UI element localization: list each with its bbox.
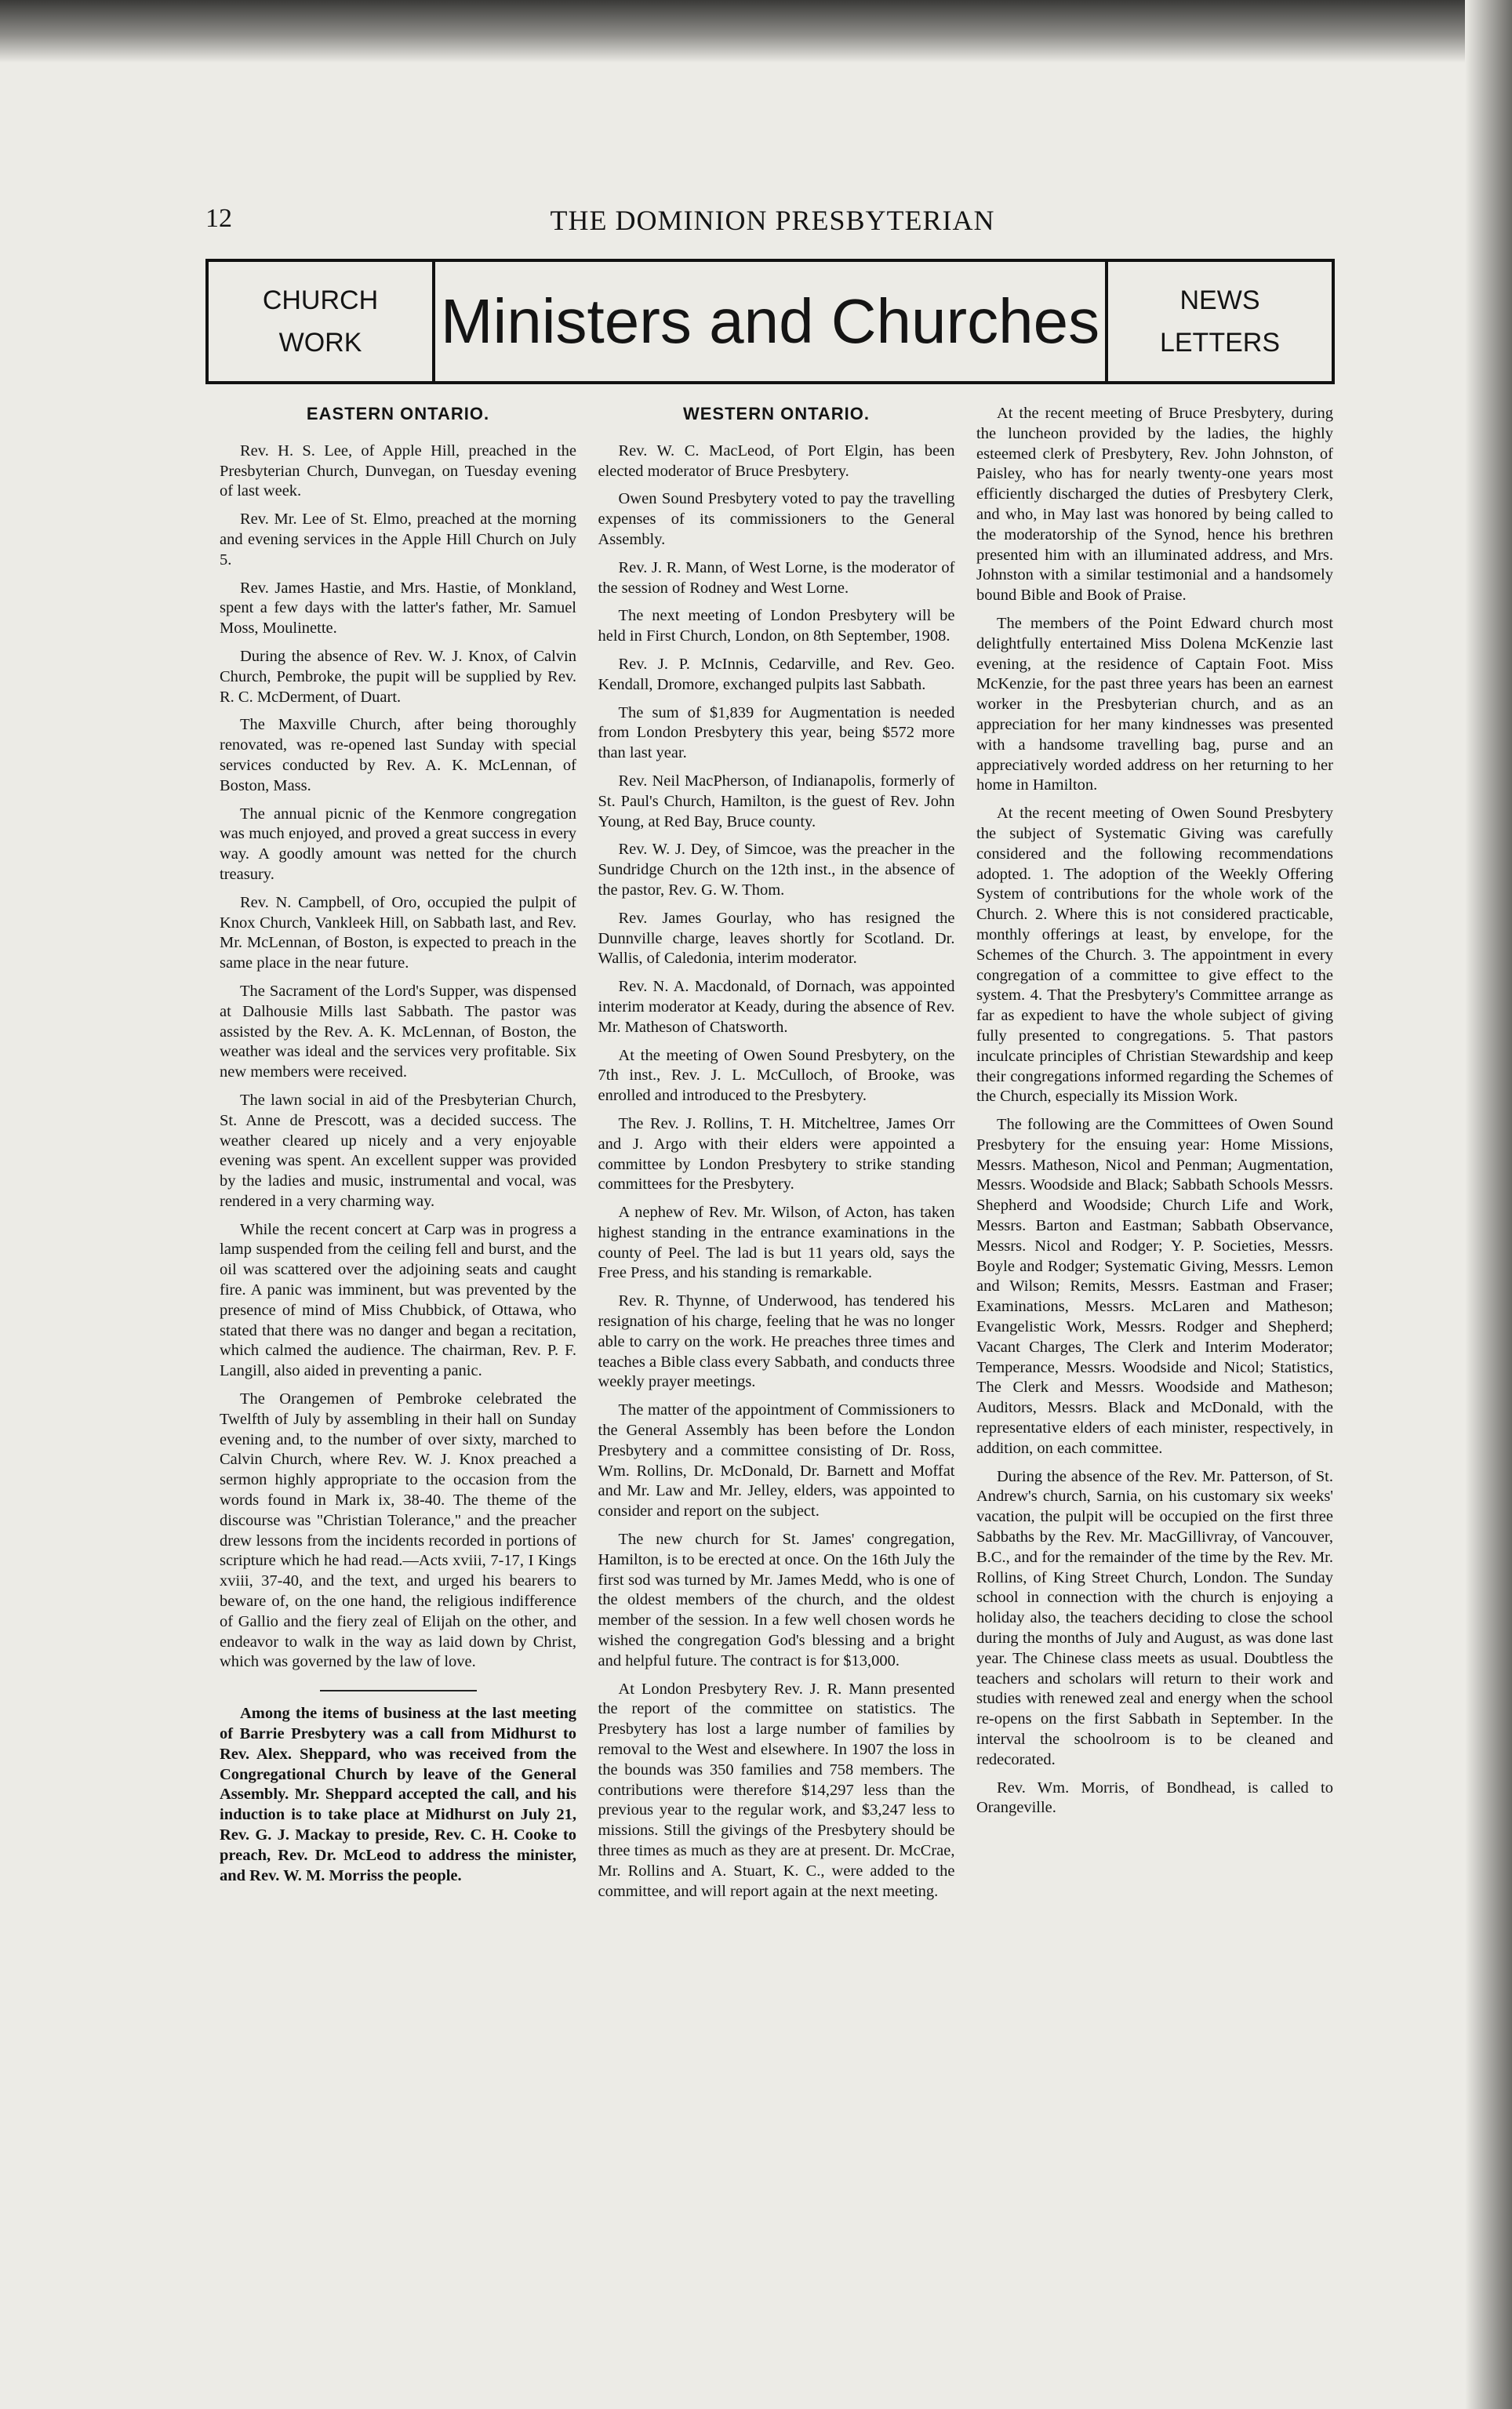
paper-title: THE DOMINION PRESBYTERIAN (550, 205, 995, 236)
running-head (196, 204, 1349, 243)
column-body (976, 404, 1333, 1819)
article-paragraph: Rev. N. Campbell, of Oro, occupied the pulpit of Knox Church, Vankleek Hill, on Sabbath last, and Rev. Mr. McLennan, of Boston, is expected to preach in the same place in the near future. (220, 893, 576, 972)
column-body (598, 441, 955, 1902)
closing-article: Among the items of business at the last meeting of Barrie Presbytery was a call from Midhurst to Rev. Alex. Sheppard, who was received from the Congregational Church by leave of the General Assembly. Mr. Sheppard accepted the call, and his induction is to take place at Midhurst on July 21, Rev. G. J. Mackay to preside, Rev. C. H. Cooke to preach, Rev. Dr. McLeod to address the minister, and Rev. W. M. Morriss the people. (220, 1705, 576, 1884)
article-paragraph: Rev. James Gourlay, who has resigned the Dunnville charge, leaves shortly for Scotland. Dr. Wallis, of Caledonia, interim moderator. (598, 909, 955, 968)
banner-left-line1: CHURCH (262, 285, 379, 315)
article-paragraph: The new church for St. James' congregation, Hamilton, is to be erected at once. On the 16th July the first sod was turned by Mr. James Medd, who is one of the oldest members of the church, and the oldest member of the session. In a few well chosen words he wished the congregation God's blessing and a bright and helpful future. The contract is for $13,000. (598, 1531, 955, 1670)
banner-left-box (209, 262, 435, 381)
scan-right-edge (1465, 0, 1512, 2409)
article-paragraph: The Rev. J. Rollins, T. H. Mitcheltree, James Orr and J. Argo with their elders were appointed a committee by London Presbytery to strike standing committees for the Presbytery. (598, 1114, 955, 1194)
column-western-ontario (598, 404, 955, 2364)
article-paragraph: A nephew of Rev. Mr. Wilson, of Acton, has taken highest standing in the entrance examinations in the county of Peel. The lad is but 11 years old, says the Free Press, and his standing is remarkable. (598, 1204, 955, 1282)
column-heading: EASTERN ONTARIO. (306, 404, 490, 423)
banner-right-line2: LETTERS (1159, 328, 1281, 358)
article-paragraph: The annual picnic of the Kenmore congregation was much enjoyed, and proved a great success in every way. A goodly amount was netted for the church treasury. (220, 805, 576, 883)
column-eastern-ontario (220, 404, 576, 2364)
page-number: 12 (205, 204, 232, 233)
article-paragraph: The Sacrament of the Lord's Supper, was dispensed at Dalhousie Mills last Sabbath. The pastor was assisted by the Rev. A. K. McLennan, of Boston, the weather was ideal and the services very profitable. Six new members were received. (220, 982, 576, 1081)
article-paragraph: The members of the Point Edward church most delightfully entertained Miss Dolena McKenzie last evening, at the residence of Captain Foot. Miss McKenzie, for the past three years has been an earnest worker in the Presbyterian church, and as an appreciation for her many kindnesses was presented with a handsome travelling bag, purse and an appreciatively worded address on her returning to her home in Hamilton. (976, 614, 1333, 794)
article-paragraph: The matter of the appointment of Commissioners to the General Assembly has been before the London Presbytery and a committee consisting of Dr. Ross, Wm. Rollins, Dr. McDonald, Dr. Barnett and Moffat and Mr. Law and Mr. Jelley, elders, was appointed to consider and report on the subject. (598, 1401, 955, 1521)
article-paragraph: The Orangemen of Pembroke celebrated the Twelfth of July by assembling in their hall on Sunday evening and, to the number of over sixty, marched to Calvin Church, where Rev. W. J. Knox preached a sermon highly appropriate to the occasion from the words found in Mark ix, 38-40. The theme of the discourse was "Christian Tolerance," and the preacher drew lessons from the incidents recorded in portions of scripture which he had read.—Acts xviii, 7-17, I Kings xviii, 37-40, and the text, and urged his bearers to beware of, on the one hand, the religious indifference of Gallio and the fiery zeal of Elijah on the other, and endeavor to walk in the way as laid down by Christ, which was governed by the law of love. (220, 1390, 576, 1671)
article-paragraph: At London Presbytery Rev. J. R. Mann presented the report of the committee on statistics. The Presbytery has lost a large number of families by removal to the West and elsewhere. In 1907 the loss in the bounds was 350 families and 758 members. The contributions were therefore $14,297 less than the previous year to the regular work, and $3,247 less to missions. Still the givings of the Presbytery should be three times as much as they are at present. Dr. McCrae, Mr. Rollins and A. Stuart, K. C., were added to the committee, and will report again at the next meeting. (598, 1680, 955, 1900)
article-paragraph: Rev. James Hastie, and Mrs. Hastie, of Monkland, spent a few days with the latter's father, Mr. Samuel Moss, Moulinette. (220, 579, 576, 638)
column-news-letters (976, 404, 1333, 2364)
banner-right-line1: NEWS (1179, 285, 1260, 315)
column-body (220, 441, 576, 1673)
article-paragraph: At the recent meeting of Owen Sound Presbytery the subject of Systematic Giving was carefully considered and the following recommendations adopted. 1. The adoption of the Weekly Offering System of contributions for the whole work of the Church. 2. Where this is not considered practicable, monthly offerings at least, by envelope, for the Schemes of the Church. 3. The appointment in every congregation of a committee to give effect to the system. 4. That the Presbytery's Committee arrange as far as expedient to have the whole subject of giving fully presented to congregations. 5. That pastors inculcate principles of Christian Stewardship and keep their congregations informed regarding the Schemes of the Church, especially its Mission Work. (976, 805, 1333, 1106)
article-paragraph: Rev. Mr. Lee of St. Elmo, preached at the morning and evening services in the Apple Hill Church on July 5. (220, 511, 576, 569)
article-paragraph: Rev. W. J. Dey, of Simcoe, was the preacher in the Sundridge Church on the 12th inst., in the absence of the pastor, Rev. G. W. Thom. (598, 841, 955, 899)
banner-left-line2: WORK (278, 328, 362, 358)
article-paragraph: The Maxville Church, after being thoroughly renovated, was re-opened last Sunday with special services conducted by Rev. A. K. McLennan, of Boston, Mass. (220, 716, 576, 794)
section-banner (205, 259, 1335, 384)
article-paragraph: Rev. J. P. McInnis, Cedarville, and Rev. Geo. Kendall, Dromore, exchanged pulpits last Sabbath. (598, 655, 955, 693)
article-columns (220, 404, 1333, 2364)
article-paragraph: At the recent meeting of Bruce Presbytery, during the luncheon provided by the ladies, the highly esteemed clerk of Presbytery, Rev. John Johnston, of Paisley, who has for nearly twenty-one years most efficiently discharged the duties of Presbytery Clerk, and who, in May last was honored by being called to the moderatorship of the Synod, hence his brethren presented him with an illuminated address, and Mrs. Johnston with a similar testimonial and a handsomely bound Bible and Book of Praise. (976, 405, 1333, 605)
article-paragraph: During the absence of Rev. W. J. Knox, of Calvin Church, Pembroke, the pupit will be supplied by Rev. R. C. McDerment, of Duart. (220, 647, 576, 706)
article-paragraph: Owen Sound Presbytery voted to pay the travelling expenses of its commissioners to the General Assembly. (598, 490, 955, 548)
article-paragraph: Rev. Neil MacPherson, of Indianapolis, formerly of St. Paul's Church, Hamilton, is the guest of Rev. John Young, at Red Bay, Bruce county. (598, 772, 955, 830)
article-paragraph: Rev. W. C. MacLeod, of Port Elgin, has been elected moderator of Bruce Presbytery. (598, 441, 955, 480)
article-paragraph: Rev. N. A. Macdonald, of Dornach, was appointed interim moderator at Keady, during the absence of Rev. Mr. Matheson of Chatsworth. (598, 978, 955, 1036)
banner-right-box (1105, 262, 1332, 381)
scan-dark-edge (0, 0, 1512, 63)
column-heading: WESTERN ONTARIO. (682, 404, 870, 423)
article-paragraph: The following are the Committees of Owen Sound Presbytery for the ensuing year: Home Missions, Messrs. Matheson, Nicol and Penman; Augmentation, Messrs. Woodside and Black; Sabbath Schools Messrs. Shepherd and Woodside; Church Life and Work, Messrs. Barton and Eastman; Sabbath Observance, Messrs. Nicol and Rodger; Y. P. Societies, Messrs. Boyle and Rodger; Systematic Giving, Messrs. Lemon and Wilson; Remits, Messrs. Eastman and Fraser; Examinations, Messrs. McLaren and Matheson; Evangelistic Work, Messrs. Rodger and Shepherd; Vacant Charges, The Clerk and Interim Moderator; Temperance, Messrs. Woodside and Nicol; Statistics, The Clerk and Messrs. Woodside and Matheson; Auditors, Messrs. Black and McDonald, with the representative elders of each minister, respectively, in addition, on each committee. (976, 1116, 1333, 1457)
article-paragraph: During the absence of the Rev. Mr. Patterson, of St. Andrew's church, Sarnia, on his customary six weeks' vacation, the pulpit will be occupied on the first three Sabbaths by the Rev. Mr. MacGillivray, of Vancouver, B.C., and for the remainder of the time by the Rev. Mr. Rollins, of King Street Church, London. The Sunday school in connection with the church is enjoying a holiday also, the teachers deciding to close the school during the months of July and August, as was done last year. The Chinese class meets as usual. Doubtless the teachers and scholars will return to their work and studies with renewed zeal and energy when the school re-opens on the first Sabbath in September. In the interval the schoolroom is to be cleaned and redecorated. (976, 1467, 1333, 1768)
article-paragraph: Rev. Wm. Morris, of Bondhead, is called to Orangeville. (976, 1779, 1333, 1817)
article-paragraph: The sum of $1,839 for Augmentation is needed from London Presbytery this year, being $572 more than last year. (598, 703, 955, 762)
article-paragraph: The lawn social in aid of the Presbyterian Church, St. Anne de Prescott, was a decided success. The weather cleared up nicely and a very enjoyable evening was spent. An excellent supper was provided by the ladies and music, instrumental and vocal, was rendered in a very charming way. (220, 1091, 576, 1210)
article-paragraph: Rev. J. R. Mann, of West Lorne, is the moderator of the session of Rodney and West Lorne. (598, 558, 955, 597)
newspaper-page (196, 188, 1349, 2368)
article-paragraph: While the recent concert at Carp was in progress a lamp suspended from the ceiling fell and burst, and the oil was scattered over the adjoining seats and caught fire. A panic was imminent, but was prevented by the presence of mind of Miss Chubbick, of Ottawa, who stated that there was no danger and began a recitation, which calmed the audience. The chairman, Rev. P. F. Langill, also aided in preventing a panic. (220, 1220, 576, 1380)
banner-title: Ministers and Churches (440, 286, 1100, 356)
article-paragraph: Rev. H. S. Lee, of Apple Hill, preached in the Presbyterian Church, Dunvegan, on Tuesday evening of last week. (220, 441, 576, 500)
article-paragraph: Rev. R. Thynne, of Underwood, has tendered his resignation of his charge, feeling that he was no longer able to carry on the work. He preaches three times and teaches a Bible class every Sabbath, and conducts three weekly prayer meetings. (598, 1292, 955, 1391)
article-paragraph: At the meeting of Owen Sound Presbytery, on the 7th inst., Rev. J. L. McCulloch, of Brooke, was enrolled and introduced to the Presbytery. (598, 1046, 955, 1105)
article-paragraph: The next meeting of London Presbytery will be held in First Church, London, on 8th September, 1908. (598, 607, 955, 645)
section-divider (320, 1690, 477, 1691)
